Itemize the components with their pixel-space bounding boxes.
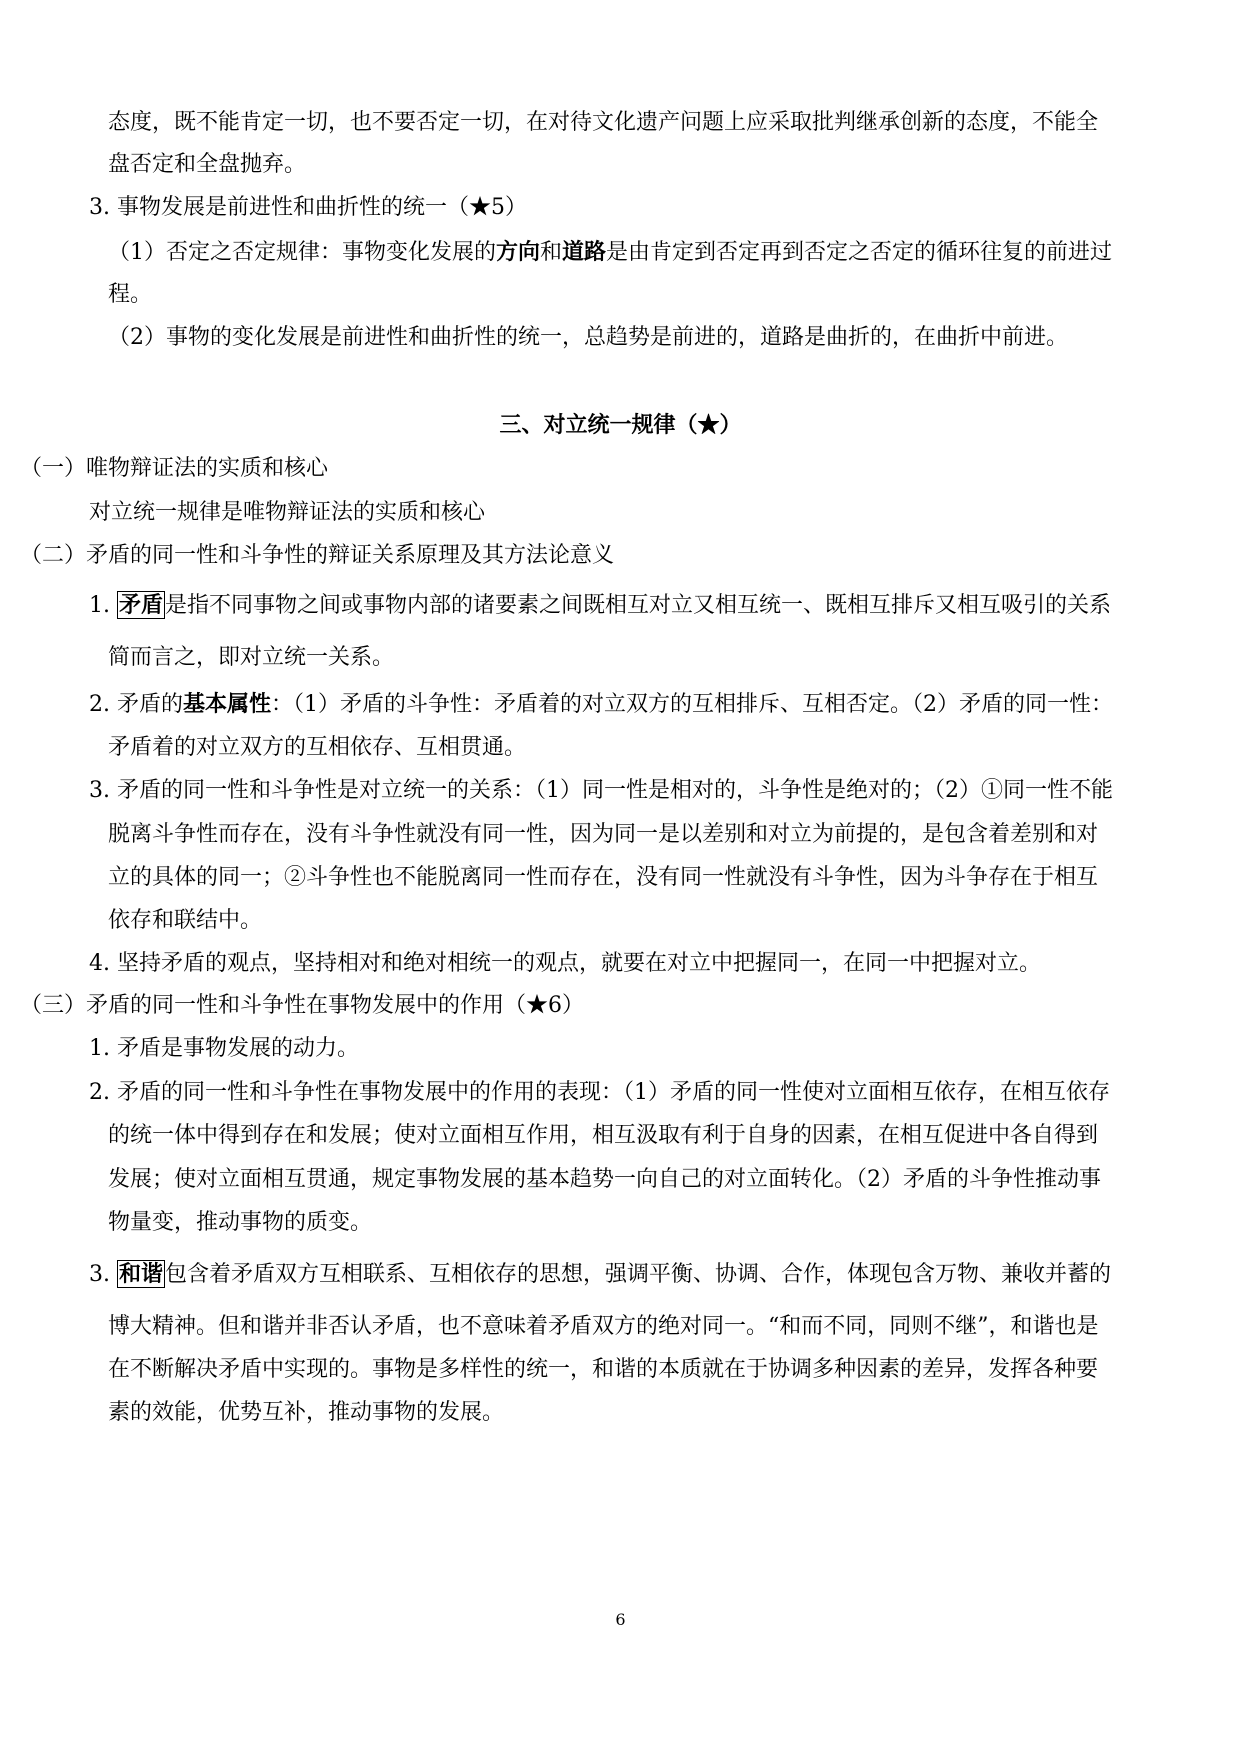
boxed-term: 和谐 [119,1261,164,1287]
text-line: 立的具体的同一；②斗争性也不能脱离同一性而存在，没有同一性就没有斗争性，因为斗争存在于相互 [108,865,1099,890]
boxed-term: 矛盾 [119,592,164,618]
text-line: 发展；使对立面相互贯通，规定事物发展的基本趋势一向自己的对立面转化。（2）矛盾的斗争性推动事 [108,1167,1102,1192]
list-item: 3. 事物发展是前进性和曲折性的统一（★5） [89,195,527,220]
section-heading: （三）矛盾的同一性和斗争性在事物发展中的作用（★6） [20,993,584,1018]
bold-term: 基本属性 [182,691,271,717]
bold-term: 方向 [496,239,541,265]
text-line: 脱离斗争性而存在，没有斗争性就没有同一性，因为同一是以差别和对立为前提的，是包含着差别和对 [108,822,1099,847]
text-line: （2）事物的变化发展是前进性和曲折性的统一，总趋势是前进的，道路是曲折的，在曲折中前进。 [108,325,1069,350]
list-item: 1. 矛盾是事物发展的动力。 [89,1036,359,1061]
section-heading: （二）矛盾的同一性和斗争性的辩证关系原理及其方法论意义 [20,543,615,568]
section-title: 三、对立统一规律（★） [499,412,742,438]
list-item: 4. 坚持矛盾的观点，坚持相对和绝对相统一的观点，就要在对立中把握同一，在同一中把握对立。 [89,951,1041,976]
page-number: 6 [615,1610,626,1629]
bold-term: 道路 [562,239,607,265]
text-line: 简而言之，即对立统一关系。 [108,645,395,670]
text-line: 盘否定和全盘抛弃。 [108,152,307,177]
list-item: 2. 矛盾的同一性和斗争性在事物发展中的作用的表现：（1）矛盾的同一性使对立面相互依存，在相互依存 [89,1080,1110,1105]
list-item: 3. 和谐包含着矛盾双方互相联系、互相依存的思想，强调平衡、协调、合作，体现包含万物、兼收并蓄的 [89,1261,1112,1287]
text-line: 对立统一规律是唯物辩证法的实质和核心 [89,500,486,525]
text-line: 依存和联结中。 [108,908,263,933]
text-line: 态度，既不能肯定一切，也不要否定一切，在对待文化遗产问题上应采取批判继承创新的态度，不能全 [108,110,1099,135]
section-heading: （一）唯物辩证法的实质和核心 [20,456,329,481]
text-line: 在不断解决矛盾中实现的。事物是多样性的统一，和谐的本质就在于协调多种因素的差异，发挥各种要 [108,1357,1099,1382]
text-line: 矛盾着的对立双方的互相依存、互相贯通。 [108,735,527,760]
text-line: 物量变，推动事物的质变。 [108,1210,373,1235]
list-item: 3. 矛盾的同一性和斗争性是对立统一的关系：（1）同一性是相对的，斗争性是绝对的；（2）①同一性不能 [89,778,1113,803]
text-line: （1）否定之否定规律：事物变化发展的方向和道路是由肯定到否定再到否定之否定的循环往复的前进过 [108,239,1113,265]
list-item: 2. 矛盾的基本属性：（1）矛盾的斗争性：矛盾着的对立双方的互相排斥、互相否定。（2）矛盾的同一性： [89,691,1113,717]
text-line: 的统一体中得到存在和发展；使对立面相互作用，相互汲取有利于自身的因素，在相互促进中各自得到 [108,1123,1099,1148]
text-line: 素的效能，优势互补，推动事物的发展。 [108,1400,505,1425]
text-line: 博大精神。但和谐并非否认矛盾，也不意味着矛盾双方的绝对同一。“和而不同，同则不继”，和谐也是 [108,1314,1099,1339]
list-item: 1. 矛盾是指不同事物之间或事物内部的诸要素之间既相互对立又相互统一、既相互排斥又相互吸引的关系 [89,592,1112,618]
text-line: 程。 [108,282,153,307]
